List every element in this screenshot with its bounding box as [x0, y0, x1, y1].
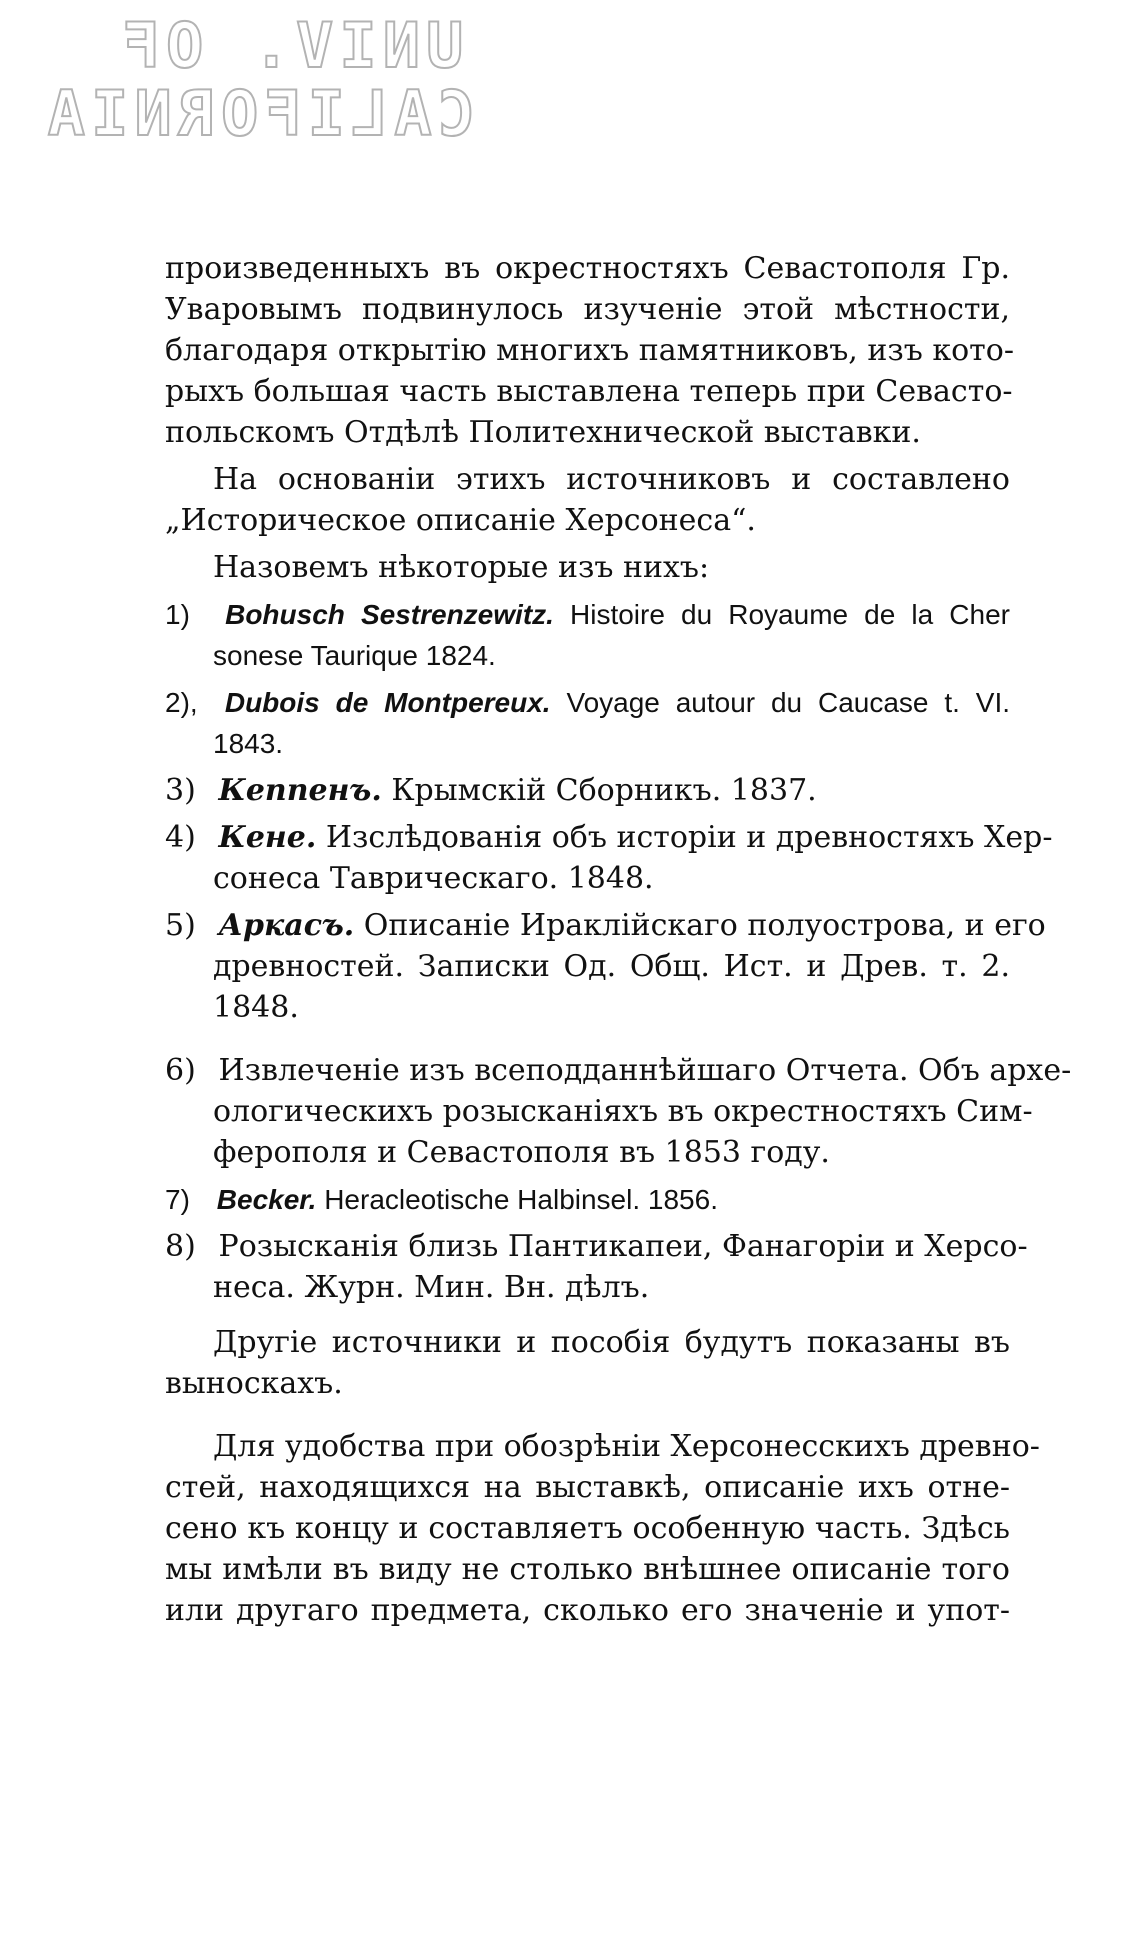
- item-number: 1): [165, 599, 190, 630]
- text-line: рыхъ большая часть выставлена теперь при Севасто-: [165, 374, 1013, 409]
- item-text: Heracleotische Halbinsel. 1856.: [324, 1184, 718, 1215]
- item-author: Кеппенъ.: [218, 773, 382, 808]
- list-item: [165, 1226, 1028, 1308]
- list-item: [165, 594, 1010, 676]
- item-text: Histoire du Royaume de la Cher: [570, 599, 1010, 630]
- text-line: выноскахъ.: [165, 1366, 343, 1401]
- item-author: Кене.: [218, 820, 317, 855]
- item-author: Аркасъ.: [218, 908, 355, 943]
- paragraph-4: [165, 1426, 1040, 1631]
- list-item: [165, 682, 1010, 764]
- text-line: Другіе источники и пособія будутъ показаны въ: [213, 1325, 1010, 1360]
- list-item: [165, 1179, 1010, 1220]
- item-author: Bohusch Sestrenzewitz.: [225, 599, 554, 630]
- stamp-line-1: UNIV. OF: [116, 9, 464, 82]
- item-continuation: сонеса Таврическаго. 1848.: [213, 861, 654, 896]
- item-number: 4): [165, 820, 196, 855]
- text-line: благодаря открытію многихъ памятниковъ, изъ кото-: [165, 333, 1014, 368]
- paragraph-2: [165, 459, 1010, 541]
- item-text: Крымскій Сборникъ. 1837.: [391, 773, 817, 808]
- item-number: 7): [165, 1184, 190, 1215]
- text-line: На основаніи этихъ источниковъ и составлено: [213, 462, 1010, 497]
- text-line: „Историческое описаніе Херсонеса“.: [165, 503, 756, 538]
- item-number: 8): [165, 1229, 196, 1264]
- library-stamp: [41, 9, 475, 152]
- item-author: Becker.: [216, 1184, 317, 1215]
- item-text: Изслѣдованія объ исторіи и древностяхъ Хер-: [325, 820, 1053, 855]
- item-continuation: древностей. Записки Од. Общ. Ист. и Древ. т. 2.: [213, 949, 1010, 984]
- item-continuation: 1848.: [213, 990, 299, 1025]
- item-continuation: ферополя и Севастополя въ 1853 году.: [213, 1135, 830, 1170]
- item-text: Описаніе Ираклійскаго полуострова, и его: [363, 908, 1046, 943]
- item-number: 3): [165, 773, 196, 808]
- item-continuation: sonese Taurique 1824.: [213, 640, 496, 671]
- item-number: 5): [165, 908, 196, 943]
- list-item: [165, 817, 1053, 899]
- item-continuation: ологическихъ розысканіяхъ въ окрестностяхъ Сим-: [213, 1094, 1033, 1129]
- text-line: Уваровымъ подвинулось изученіе этой мѣстности,: [165, 292, 1010, 327]
- sources-list: [165, 594, 1072, 1308]
- item-text: Voyage autour du Caucase t. VI.: [566, 687, 1010, 718]
- text-line: польскомъ Отдѣлѣ Политехнической выставки.: [165, 415, 921, 450]
- item-number: 6): [165, 1053, 196, 1088]
- text-line: мы имѣли въ виду не столько внѣшнее описаніе того: [165, 1552, 1010, 1587]
- item-text: Извлеченіе изъ всеподданнѣйшаго Отчета. Объ архе-: [218, 1053, 1072, 1088]
- text-line: или другаго предмета, сколько его значеніе и упот-: [165, 1593, 1010, 1628]
- item-text: Розысканія близь Пантикапеи, Фанагоріи и Херсо-: [218, 1229, 1028, 1264]
- list-item: [165, 770, 1010, 811]
- text-line: произведенныхъ въ окрестностяхъ Севастополя Гр.: [165, 251, 1010, 286]
- page-text: [165, 248, 1072, 1631]
- item-author: Dubois de Montpereux.: [224, 687, 551, 718]
- text-line: Для удобства при обозрѣніи Херсонесскихъ древно-: [213, 1429, 1040, 1464]
- stamp-line-2: CALIFORNIA: [41, 77, 475, 150]
- list-item: [165, 1050, 1072, 1173]
- list-intro: Назовемъ нѣкоторые изъ нихъ:: [213, 550, 710, 585]
- item-continuation: 1843.: [213, 728, 284, 759]
- list-item: [165, 905, 1046, 1028]
- paragraph-1: [165, 248, 1014, 453]
- text-line: стей, находящихся на выставкѣ, описаніе ихъ отне-: [165, 1470, 1010, 1505]
- item-continuation: неса. Журн. Мин. Вн. дѣлъ.: [213, 1270, 650, 1305]
- text-line: сено къ концу и составляетъ особенную часть. Здѣсь: [165, 1511, 1010, 1546]
- item-number: 2),: [165, 687, 198, 718]
- paragraph-3: [165, 1322, 1010, 1404]
